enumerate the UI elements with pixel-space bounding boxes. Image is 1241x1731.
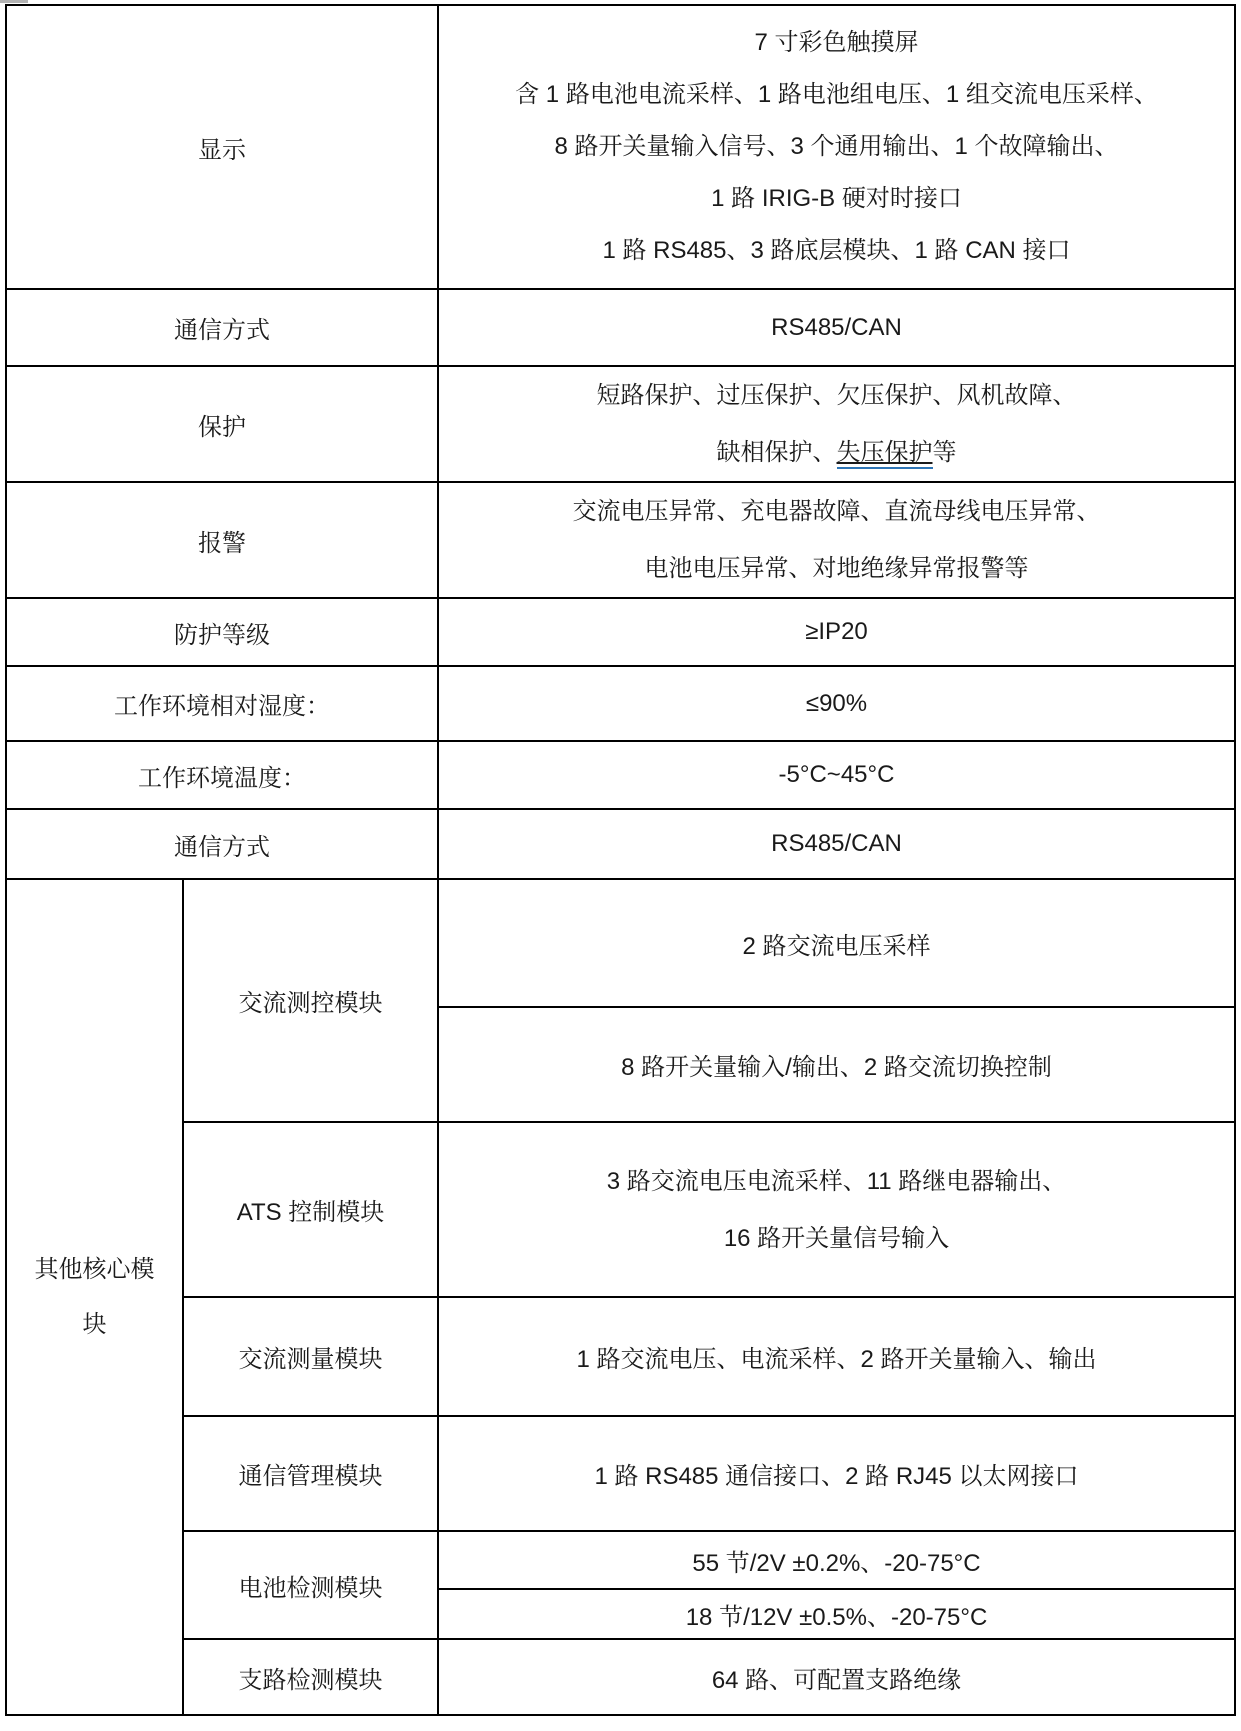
row-value-alarm bbox=[438, 482, 1235, 598]
row-ac-control-1 bbox=[6, 879, 1235, 1007]
row-value-temperature: -5°C~45°C bbox=[438, 741, 1235, 809]
row-humidity bbox=[6, 666, 1235, 741]
module-value-battery-monitor-2: 18 节/12V ±0.5%、-20-75°C bbox=[438, 1589, 1235, 1639]
row-label-temperature: 工作环境温度： bbox=[6, 741, 438, 809]
row-protection bbox=[6, 366, 1235, 482]
row-ats-control bbox=[6, 1122, 1235, 1297]
label-text: 显示 bbox=[198, 136, 246, 164]
module-name-ac-measure: 交流测量模块 bbox=[183, 1297, 438, 1416]
display-line-2: 含 1 路电池电流采样、1 路电池组电压、1 组交流电压采样、 bbox=[515, 81, 1158, 108]
alarm-line-1: 交流电压异常、充电器故障、直流母线电压异常、 bbox=[572, 498, 1101, 525]
row-ip-rating bbox=[6, 598, 1235, 666]
row-label-alarm: 报警 bbox=[6, 482, 438, 598]
module-name-ac-control: 交流测控模块 bbox=[183, 879, 438, 1122]
row-label-humidity: 工作环境相对湿度： bbox=[6, 666, 438, 741]
row-value-comm-1: RS485/CAN bbox=[438, 289, 1235, 366]
row-alarm bbox=[6, 482, 1235, 598]
module-value-ac-measure: 1 路交流电压、电流采样、2 路开关量输入、输出 bbox=[438, 1297, 1235, 1416]
row-ac-measure bbox=[6, 1297, 1235, 1416]
row-label-ip-rating: 防护等级 bbox=[6, 598, 438, 666]
module-value-battery-monitor-1: 55 节/2V ±0.2%、-20-75°C bbox=[438, 1531, 1235, 1589]
section-label-text: 其他核心模块 bbox=[34, 1256, 155, 1338]
alarm-line-2: 电池电压异常、对地绝缘异常报警等 bbox=[644, 555, 1029, 582]
module-value-ats-control bbox=[438, 1122, 1235, 1297]
row-value-protection bbox=[438, 366, 1235, 482]
module-name-comm-mgmt: 通信管理模块 bbox=[183, 1416, 438, 1531]
row-label-display bbox=[6, 5, 438, 289]
row-label-comm-2: 通信方式 bbox=[6, 809, 438, 879]
row-value-humidity: ≤90% bbox=[438, 666, 1235, 741]
display-line-3: 8 路开关量输入信号、3 个通用输出、1 个故障输出、 bbox=[554, 133, 1119, 160]
protection-line-2-prefix: 缺相保护、 bbox=[716, 439, 837, 466]
section-label-other-core-modules bbox=[6, 879, 183, 1715]
module-value-comm-mgmt: 1 路 RS485 通信接口、2 路 RJ45 以太网接口 bbox=[438, 1416, 1235, 1531]
display-line-1: 7 寸彩色触摸屏 bbox=[754, 29, 919, 56]
module-name-ats-control: ATS 控制模块 bbox=[183, 1122, 438, 1297]
row-temperature bbox=[6, 741, 1235, 809]
display-line-5: 1 路 RS485、3 路底层模块、1 路 CAN 接口 bbox=[602, 237, 1071, 264]
display-line-4: 1 路 IRIG-B 硬对时接口 bbox=[711, 185, 962, 212]
module-value-ac-control-2: 8 路开关量输入/输出、2 路交流切换控制 bbox=[438, 1007, 1235, 1122]
module-value-branch-monitor: 64 路、可配置支路绝缘 bbox=[438, 1639, 1235, 1715]
ats-line-2: 16 路开关量信号输入 bbox=[723, 1224, 950, 1252]
row-battery-monitor-1 bbox=[6, 1531, 1235, 1589]
row-branch-monitor bbox=[6, 1639, 1235, 1715]
row-value-ip-rating: ≥IP20 bbox=[438, 598, 1235, 666]
row-comm-1 bbox=[6, 289, 1235, 366]
row-label-comm-1: 通信方式 bbox=[6, 289, 438, 366]
protection-line-1: 短路保护、过压保护、欠压保护、风机故障、 bbox=[596, 382, 1077, 409]
corner-gray-artifact bbox=[0, 0, 28, 3]
ats-line-1: 3 路交流电压电流采样、11 路继电器输出、 bbox=[606, 1167, 1067, 1195]
module-name-branch-monitor: 支路检测模块 bbox=[183, 1639, 438, 1715]
spec-table bbox=[5, 4, 1236, 1716]
module-name-battery-monitor: 电池检测模块 bbox=[183, 1531, 438, 1639]
row-comm-mgmt bbox=[6, 1416, 1235, 1531]
row-value-display bbox=[438, 5, 1235, 289]
module-value-ac-control-1: 2 路交流电压采样 bbox=[438, 879, 1235, 1007]
protection-line-2-suffix: 等 bbox=[932, 439, 957, 466]
row-display bbox=[6, 5, 1235, 289]
protection-grammar-underline: 失压保护 bbox=[837, 439, 933, 469]
row-value-comm-2: RS485/CAN bbox=[438, 809, 1235, 879]
protection-line-2 bbox=[445, 424, 1228, 481]
row-label-protection: 保护 bbox=[6, 366, 438, 482]
row-comm-2 bbox=[6, 809, 1235, 879]
